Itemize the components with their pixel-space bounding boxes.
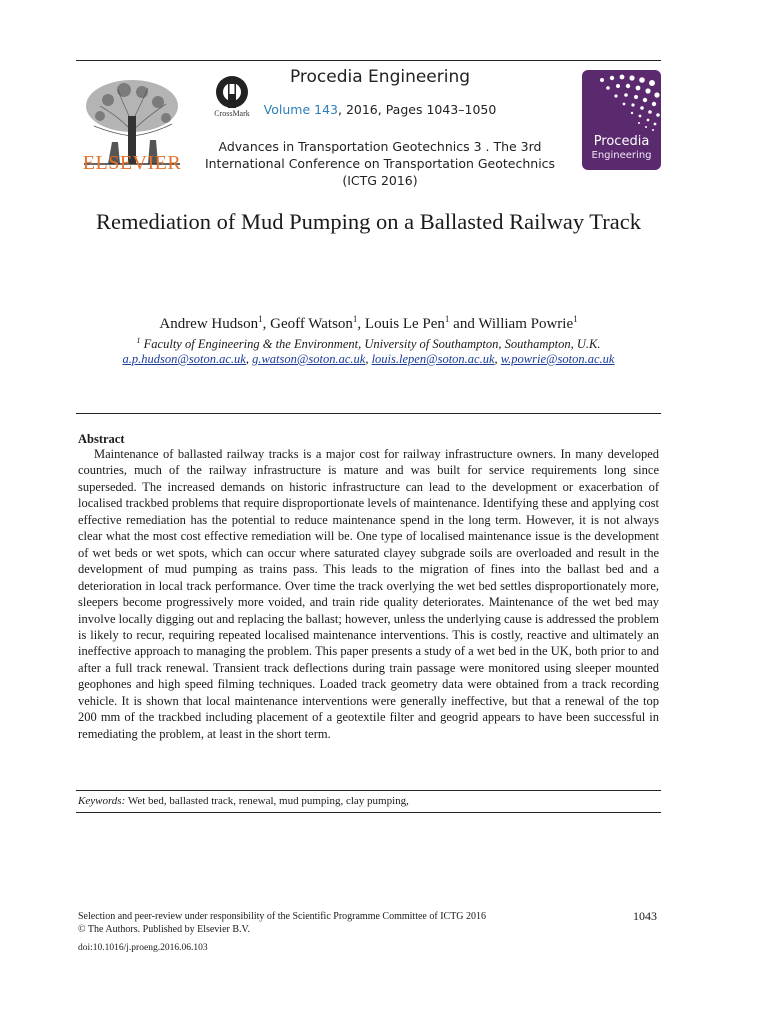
crossmark-label: CrossMark (214, 109, 250, 118)
keywords-top-rule (76, 790, 661, 791)
email-link[interactable]: w.powrie@soton.ac.uk (500, 352, 615, 366)
email-link[interactable]: g.watson@soton.ac.uk (252, 352, 366, 366)
journal-title: Procedia Engineering (289, 67, 471, 87)
cover-title: Procedia (593, 134, 650, 149)
author-separator: , (262, 316, 271, 332)
cover-subtitle: Engineering (591, 150, 652, 161)
author-affiliation-marker: 1 (573, 314, 578, 324)
abstract-heading: Abstract (78, 432, 125, 446)
doi[interactable]: doi:10.1016/j.proeng.2016.06.103 (78, 943, 208, 953)
email-link[interactable]: a.p.hudson@soton.ac.uk (122, 352, 246, 366)
author-name: Geoff Watson (270, 316, 353, 332)
volume-link[interactable]: Volume 143 (263, 102, 338, 117)
abstract-top-rule (76, 413, 661, 414)
author-separator: and (449, 316, 479, 332)
footer-copyright: © The Authors. Published by Elsevier B.V. (78, 924, 250, 935)
page-number: 1043 (633, 909, 657, 923)
header-top-rule (76, 60, 661, 61)
email-link[interactable]: louis.lepen@soton.ac.uk (371, 352, 495, 366)
author-affiliation-marker: 1 (444, 314, 450, 324)
author-separator: , (357, 316, 365, 332)
keywords-bottom-rule (76, 812, 661, 813)
author-affiliation-marker: 1 (352, 314, 358, 324)
affiliation-marker: 1 (136, 336, 141, 345)
footer-peer-review-note: Selection and peer-review under responsibility of the Scientific Programme Committee of ICTG 2016 (78, 911, 487, 922)
conference-name (200, 138, 560, 189)
author-emails: a.p.hudson@soton.ac.uk, g.watson@soton.ac.uk, louis.lepen@soton.ac.uk, w.powrie@soton.ac.uk (122, 352, 615, 366)
volume-pages: , 2016, Pages 1043–1050 (338, 102, 497, 117)
conference-line: International Conference on Transportation Geotechnics (204, 156, 556, 171)
author-list (76, 314, 661, 333)
keywords-text: Wet bed, ballasted track, renewal, mud pumping, clay pumping, (125, 795, 409, 807)
conference-line: (ICTG 2016) (342, 173, 418, 188)
author-affiliation-marker: 1 (258, 314, 263, 324)
affiliation-text: Faculty of Engineering & the Environment, University of Southampton, Southampton, U.K. (140, 337, 601, 352)
author-name: Louis Le Pen (364, 316, 445, 332)
affiliation (76, 336, 661, 352)
keywords (78, 795, 659, 807)
abstract-body: Maintenance of ballasted railway tracks is a major cost for railway infrastructure owners. In many developed countries, much of the railway infrastructure is mature and was built for service requirements long since superseded. The increased demands on historic infrastructure can lead to the development or exacerbation of localised trackbed problems that require disproportionate levels of maintenance. Identifying these and applying cost effective remediation has the potential to reduce maintenance spend in the long term. However, it is not always clear what the most cost effective remediation will be. One type of localised maintenance issue is the development of wet beds or wet spots, which can occur where saturated clayey subgrade soils are overloaded and result in the development of mud pumping as trains pass. This leads to the migration of fines into the ballast bed and a deterioration in local track performance. Over time the track overlying the wet bed settles disproportionately more, sleepers become progressively more voided, and train ride quality deteriorates. Maintenance of the wet bed may involve locally digging out and replacing the ballast; however, unless the underlying cause is addressed the problem is likely to recur, requiring repeated localised maintenance interventions. This is costly, reactive and ultimately an ineffective approach to managing the problem. This paper presents a study of a wet bed in the UK, both prior to and after a full track renewal. Transient track deflections during train passage were monitored using sleeper mounted geophones and high speed filming techniques. Loaded track geometry data were obtained from a track recording vehicle. It is shown that local maintenance interventions were generally ineffective, but that a renewal of the top 200 mm of the trackbed including placement of a geotextile filter and geogrid appears to have been successful in remediating the problem, at least in the short term. (78, 447, 659, 741)
keywords-label: Keywords: (78, 795, 126, 807)
conference-line: Advances in Transportation Geotechnics 3 . The 3rd (218, 139, 542, 154)
author-name: Andrew Hudson (159, 316, 259, 332)
paper-title: Remediation of Mud Pumping on a Ballasted Railway Track (96, 209, 641, 234)
volume-line (220, 102, 540, 117)
publisher-name: ELSEVIER (82, 152, 182, 174)
author-name: William Powrie (478, 316, 574, 332)
